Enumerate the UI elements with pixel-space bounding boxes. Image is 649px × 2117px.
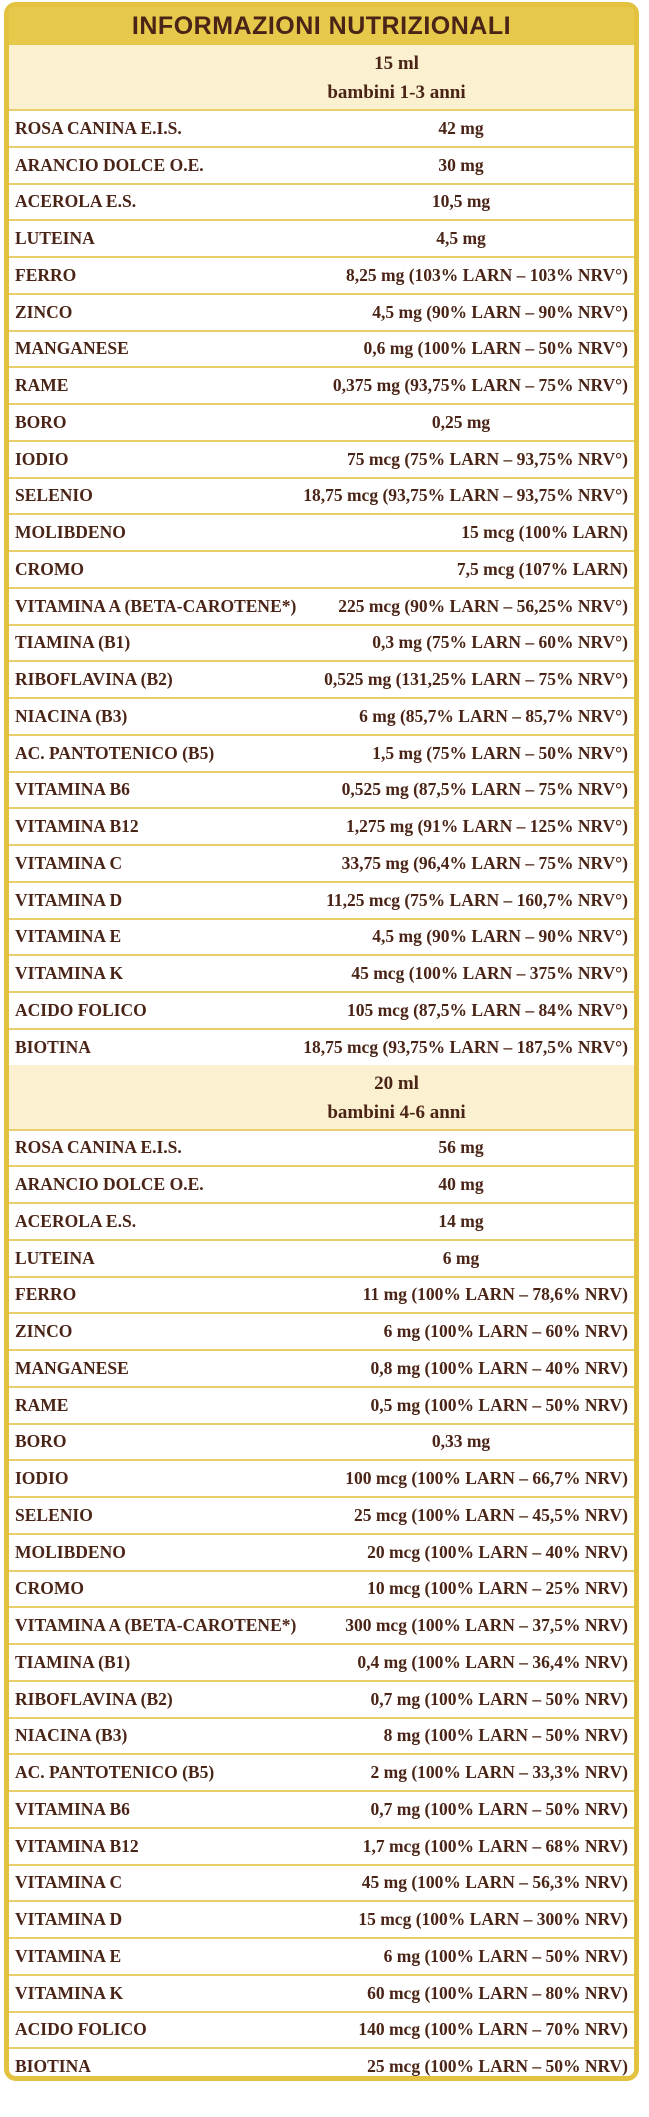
nutrient-name: VITAMINA K xyxy=(15,1982,124,2003)
table-row xyxy=(9,219,634,256)
nutrient-value: 4,5 mg xyxy=(436,228,486,249)
nutrient-value: 45 mg (100% LARN – 56,3% NRV) xyxy=(361,1872,628,1893)
nutrient-name: ACEROLA E.S. xyxy=(15,191,137,212)
table-row xyxy=(9,2047,634,2081)
nutrient-value: 6 mg (100% LARN – 50% NRV) xyxy=(383,1945,628,1966)
table-row xyxy=(9,1643,634,1680)
panel-title: INFORMAZIONI NUTRIZIONALI xyxy=(9,7,634,45)
nutrient-name: RAME xyxy=(15,375,69,396)
nutrient-value: 4,5 mg (90% LARN – 90% NRV°) xyxy=(372,926,628,947)
table-row xyxy=(9,440,634,477)
nutrient-name: VITAMINA B6 xyxy=(15,1798,130,1819)
nutrient-name: MANGANESE xyxy=(15,1357,129,1378)
table-row xyxy=(9,183,634,220)
nutrient-name: AC. PANTOTENICO (B5) xyxy=(15,1762,215,1783)
nutrient-value: 6 mg (100% LARN – 60% NRV) xyxy=(383,1321,628,1342)
nutrient-value: 8 mg (100% LARN – 50% NRV) xyxy=(383,1725,628,1746)
table-row xyxy=(9,1349,634,1386)
nutrient-name: ZINCO xyxy=(15,1321,73,1342)
table-row xyxy=(9,807,634,844)
nutrient-name: MOLIBDENO xyxy=(15,1541,126,1562)
nutrient-name: LUTEINA xyxy=(15,228,95,249)
nutrient-name: FERRO xyxy=(15,264,77,285)
nutrient-value: 18,75 mcg (93,75% LARN – 93,75% NRV°) xyxy=(303,485,628,506)
nutrient-value: 45 mcg (100% LARN – 375% NRV°) xyxy=(351,963,628,984)
nutrient-name: VITAMINA B6 xyxy=(15,779,130,800)
nutrient-name: AC. PANTOTENICO (B5) xyxy=(15,742,215,763)
table-row xyxy=(9,1496,634,1533)
nutrient-value: 15 mcg (100% LARN) xyxy=(461,522,628,543)
table-row xyxy=(9,1974,634,2011)
nutrient-name: VITAMINA A (BETA-CAROTENE*) xyxy=(15,595,297,616)
section-group: bambini 4-6 anni xyxy=(327,1101,466,1123)
nutrient-value: 0,6 mg (100% LARN – 50% NRV°) xyxy=(363,338,628,359)
nutrient-value: 1,5 mg (75% LARN – 50% NRV°) xyxy=(372,742,628,763)
nutrient-name: ARANCIO DOLCE O.E. xyxy=(15,1174,204,1195)
table-row xyxy=(9,1276,634,1313)
nutrient-name: FERRO xyxy=(15,1284,77,1305)
nutrient-value: 6 mg xyxy=(442,1247,480,1268)
nutrient-name: BORO xyxy=(15,411,67,432)
nutrient-name: RAME xyxy=(15,1394,69,1415)
table-row xyxy=(9,844,634,881)
nutrient-value: 1,7 mcg (100% LARN – 68% NRV) xyxy=(362,1835,628,1856)
nutrient-value: 225 mcg (90% LARN – 56,25% NRV°) xyxy=(338,595,628,616)
table-row xyxy=(9,624,634,661)
nutrient-name: BORO xyxy=(15,1431,67,1452)
table-row xyxy=(9,256,634,293)
section-dose: 20 ml xyxy=(374,1072,419,1094)
nutrient-value: 8,25 mg (103% LARN – 103% NRV°) xyxy=(346,264,628,285)
section-header xyxy=(9,45,634,109)
nutrient-value: 56 mg xyxy=(438,1137,484,1158)
sections-container xyxy=(9,45,634,2081)
nutrient-value: 30 mg xyxy=(438,154,484,175)
nutrient-name: SELENIO xyxy=(15,485,93,506)
table-row xyxy=(9,660,634,697)
table-row xyxy=(9,1239,634,1276)
table-row xyxy=(9,146,634,183)
table-row xyxy=(9,587,634,624)
nutrient-name: SELENIO xyxy=(15,1504,93,1525)
nutrient-value: 10,5 mg xyxy=(431,191,491,212)
table-row xyxy=(9,366,634,403)
nutrient-value: 0,4 mg (100% LARN – 36,4% NRV) xyxy=(357,1651,628,1672)
nutrient-name: IODIO xyxy=(15,448,69,469)
nutrient-name: VITAMINA C xyxy=(15,1872,123,1893)
nutrient-name: IODIO xyxy=(15,1468,69,1489)
table-row xyxy=(9,1533,634,1570)
nutrient-value: 100 mcg (100% LARN – 66,7% NRV) xyxy=(345,1468,628,1489)
table-row xyxy=(9,1937,634,1974)
table-row xyxy=(9,330,634,367)
table-row xyxy=(9,2011,634,2048)
nutrient-name: ACIDO FOLICO xyxy=(15,999,147,1020)
nutrition-panel xyxy=(4,2,639,2081)
nutrient-value: 0,3 mg (75% LARN – 60% NRV°) xyxy=(372,632,628,653)
nutrient-name: TIAMINA (B1) xyxy=(15,632,131,653)
nutrient-name: RIBOFLAVINA (B2) xyxy=(15,669,173,690)
nutrient-name: VITAMINA B12 xyxy=(15,816,139,837)
table-row xyxy=(9,1028,634,1065)
nutrient-value: 300 mcg (100% LARN – 37,5% NRV) xyxy=(345,1615,628,1636)
nutrient-value: 25 mcg (100% LARN – 45,5% NRV) xyxy=(353,1504,628,1525)
table-row xyxy=(9,1202,634,1239)
table-row xyxy=(9,1165,634,1202)
nutrient-value: 15 mcg (100% LARN – 300% NRV) xyxy=(358,1909,628,1930)
table-row xyxy=(9,734,634,771)
table-row xyxy=(9,771,634,808)
table-row xyxy=(9,954,634,991)
nutrient-name: NIACINA (B3) xyxy=(15,1725,128,1746)
table-row xyxy=(9,1459,634,1496)
nutrient-value: 14 mg xyxy=(438,1210,484,1231)
table-row xyxy=(9,881,634,918)
nutrient-value: 11 mg (100% LARN – 78,6% NRV) xyxy=(362,1284,628,1305)
nutrient-name: VITAMINA C xyxy=(15,852,123,873)
table-row xyxy=(9,1423,634,1460)
nutrient-name: NIACINA (B3) xyxy=(15,705,128,726)
table-row xyxy=(9,477,634,514)
table-row xyxy=(9,1864,634,1901)
table-row xyxy=(9,109,634,146)
section-dose: 15 ml xyxy=(374,53,419,74)
table-row xyxy=(9,1386,634,1423)
section-header xyxy=(9,1065,634,1129)
nutrient-name: VITAMINA E xyxy=(15,926,122,947)
nutrient-value: 20 mcg (100% LARN – 40% NRV) xyxy=(367,1541,628,1562)
table-row xyxy=(9,1680,634,1717)
nutrient-name: MANGANESE xyxy=(15,338,129,359)
table-row xyxy=(9,1717,634,1754)
nutrient-value: 0,375 mg (93,75% LARN – 75% NRV°) xyxy=(332,375,628,396)
table-row xyxy=(9,1129,634,1166)
nutrient-value: 140 mcg (100% LARN – 70% NRV) xyxy=(358,2019,628,2040)
section-group: bambini 1-3 anni xyxy=(327,82,466,103)
nutrient-value: 10 mcg (100% LARN – 25% NRV) xyxy=(367,1578,628,1599)
nutrient-name: ACIDO FOLICO xyxy=(15,2019,147,2040)
nutrient-name: VITAMINA D xyxy=(15,889,123,910)
nutrient-value: 4,5 mg (90% LARN – 90% NRV°) xyxy=(372,301,628,322)
nutrient-value: 0,7 mg (100% LARN – 50% NRV) xyxy=(370,1688,628,1709)
table-row xyxy=(9,918,634,955)
nutrient-name: LUTEINA xyxy=(15,1247,95,1268)
table-row xyxy=(9,513,634,550)
nutrient-value: 0,525 mg (87,5% LARN – 75% NRV°) xyxy=(341,779,628,800)
nutrient-value: 1,275 mg (91% LARN – 125% NRV°) xyxy=(346,816,628,837)
nutrient-name: VITAMINA B12 xyxy=(15,1835,139,1856)
table-row xyxy=(9,403,634,440)
nutrient-name: VITAMINA A (BETA-CAROTENE*) xyxy=(15,1615,297,1636)
nutrient-name: TIAMINA (B1) xyxy=(15,1651,131,1672)
table-row xyxy=(9,1753,634,1790)
nutrient-name: CROMO xyxy=(15,1578,85,1599)
nutrient-value: 33,75 mg (96,4% LARN – 75% NRV°) xyxy=(341,852,628,873)
nutrient-name: RIBOFLAVINA (B2) xyxy=(15,1688,173,1709)
nutrient-name: MOLIBDENO xyxy=(15,522,126,543)
nutrient-value: 25 mcg (100% LARN – 50% NRV) xyxy=(367,2056,628,2077)
table-row xyxy=(9,1790,634,1827)
nutrient-value: 0,525 mg (131,25% LARN – 75% NRV°) xyxy=(324,669,628,690)
nutrient-value: 2 mg (100% LARN – 33,3% NRV) xyxy=(370,1762,628,1783)
nutrient-value: 0,5 mg (100% LARN – 50% NRV) xyxy=(370,1394,628,1415)
table-row xyxy=(9,991,634,1028)
nutrient-value: 40 mg xyxy=(438,1174,484,1195)
nutrient-value: 7,5 mcg (107% LARN) xyxy=(456,558,628,579)
nutrient-name: VITAMINA D xyxy=(15,1909,123,1930)
nutrient-value: 0,8 mg (100% LARN – 40% NRV) xyxy=(370,1357,628,1378)
nutrient-name: CROMO xyxy=(15,558,85,579)
nutrient-value: 6 mg (85,7% LARN – 85,7% NRV°) xyxy=(359,705,628,726)
nutrient-name: ZINCO xyxy=(15,301,73,322)
nutrient-name: ROSA CANINA E.I.S. xyxy=(15,1137,182,1158)
table-row xyxy=(9,1312,634,1349)
nutrient-value: 11,25 mcg (75% LARN – 160,7% NRV°) xyxy=(326,889,628,910)
nutrient-value: 0,7 mg (100% LARN – 50% NRV) xyxy=(370,1798,628,1819)
nutrient-name: BIOTINA xyxy=(15,2056,91,2077)
table-row xyxy=(9,1827,634,1864)
nutrient-value: 0,25 mg xyxy=(431,411,491,432)
nutrient-name: ACEROLA E.S. xyxy=(15,1210,137,1231)
nutrient-value: 0,33 mg xyxy=(431,1431,491,1452)
nutrient-value: 60 mcg (100% LARN – 80% NRV) xyxy=(367,1982,628,2003)
nutrient-name: VITAMINA E xyxy=(15,1945,122,1966)
nutrient-name: ROSA CANINA E.I.S. xyxy=(15,117,182,138)
nutrient-name: BIOTINA xyxy=(15,1036,91,1057)
table-row xyxy=(9,1606,634,1643)
nutrient-value: 18,75 mcg (93,75% LARN – 187,5% NRV°) xyxy=(303,1036,628,1057)
nutrient-value: 105 mcg (87,5% LARN – 84% NRV°) xyxy=(346,999,628,1020)
table-row xyxy=(9,1570,634,1607)
table-row xyxy=(9,293,634,330)
nutrient-name: VITAMINA K xyxy=(15,963,124,984)
nutrient-value: 42 mg xyxy=(438,117,484,138)
table-row xyxy=(9,550,634,587)
table-row xyxy=(9,697,634,734)
nutrient-name: ARANCIO DOLCE O.E. xyxy=(15,154,204,175)
nutrient-value: 75 mcg (75% LARN – 93,75% NRV°) xyxy=(346,448,628,469)
table-row xyxy=(9,1900,634,1937)
